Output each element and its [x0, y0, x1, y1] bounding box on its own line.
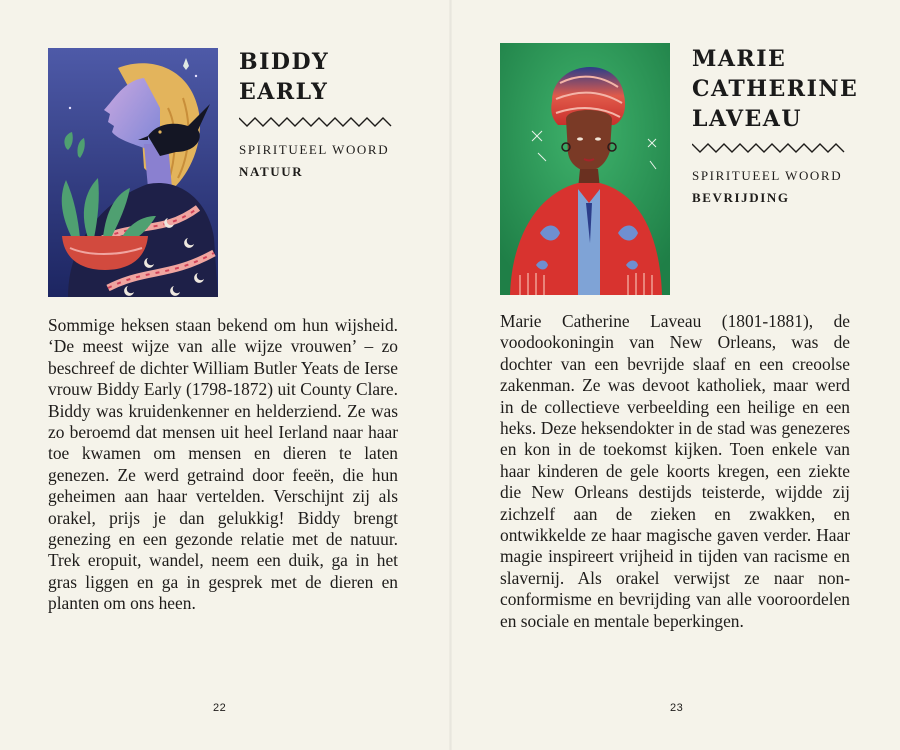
- witch-name: [692, 44, 858, 134]
- spiritual-word-label: SPIRITUEEL WOORD: [692, 168, 843, 183]
- witch-name-line: CATHERINE: [692, 76, 859, 102]
- spiritual-word: NATUUR: [239, 164, 304, 179]
- zigzag-divider: [692, 142, 852, 154]
- body-text: Sommige heksen staan bekend om hun wijsheid. ‘De meest wijze van alle wijze vrouwen’ – zo beschreef de dichter William Butler Yeats de Ierse vrouw Biddy Early (1798-1872) uit County Clare. Biddy was kruidenkenner en helderziend. Ze was zo beroemd dat mensen uit heel Ierland naar haar toe kwamen om mensen en dieren te laten genezen. Ze werd getraind door feeën, die hun geheimen aan haar vertelden. Verschijnt zij als orakel, prijs je dan gelukkig! Biddy brengt genezing en een gezonde relatie met de natuur. Trek eropuit, wandel, neem een duik, ga in het gras liggen en ga in gesprek met de dieren en planten om ons heen.: [48, 315, 398, 614]
- zigzag-divider: [239, 116, 399, 128]
- marie-laveau-illustration: [500, 43, 670, 295]
- right-page: [450, 0, 900, 750]
- spiritual-word-label: SPIRITUEEL WOORD: [239, 142, 390, 157]
- biddy-early-illustration: [48, 48, 218, 297]
- witch-name-line: LAVEAU: [692, 106, 803, 132]
- spiritual-word: BEVRIJDING: [692, 190, 790, 205]
- page-number: 23: [670, 702, 684, 714]
- page-number: 22: [213, 702, 227, 714]
- body-text: Marie Catherine Laveau (1801-1881), de voodookoningin van New Orleans, was de dochter van een bevrijde slaaf en een creoolse zakenman. Ze was devoot katholiek, maar werd in de collectieve verbeelding een heilige en een heks. Deze heksendokter in de stad was genezeres en kon in de toekomst kijken. Toen enkele van haar kinderen de gele koorts kregen, een ziekte die New Orleans destijds teisterde, wijdde zij zichzelf aan de zieken en zwakken, en ontwikkelde ze haar magische gaven verder. Haar magie inspireert vrijheid in tijden van racisme en slavernij. Als orakel verwijst ze naar non-conformisme en bevrijding van alle vooroordelen en sociale en mentale beperkingen.: [500, 311, 850, 631]
- witch-name-line: BIDDY: [239, 49, 330, 75]
- witch-name-line: EARLY: [239, 79, 329, 105]
- witch-name: [239, 47, 329, 107]
- witch-name-line: MARIE: [692, 46, 787, 72]
